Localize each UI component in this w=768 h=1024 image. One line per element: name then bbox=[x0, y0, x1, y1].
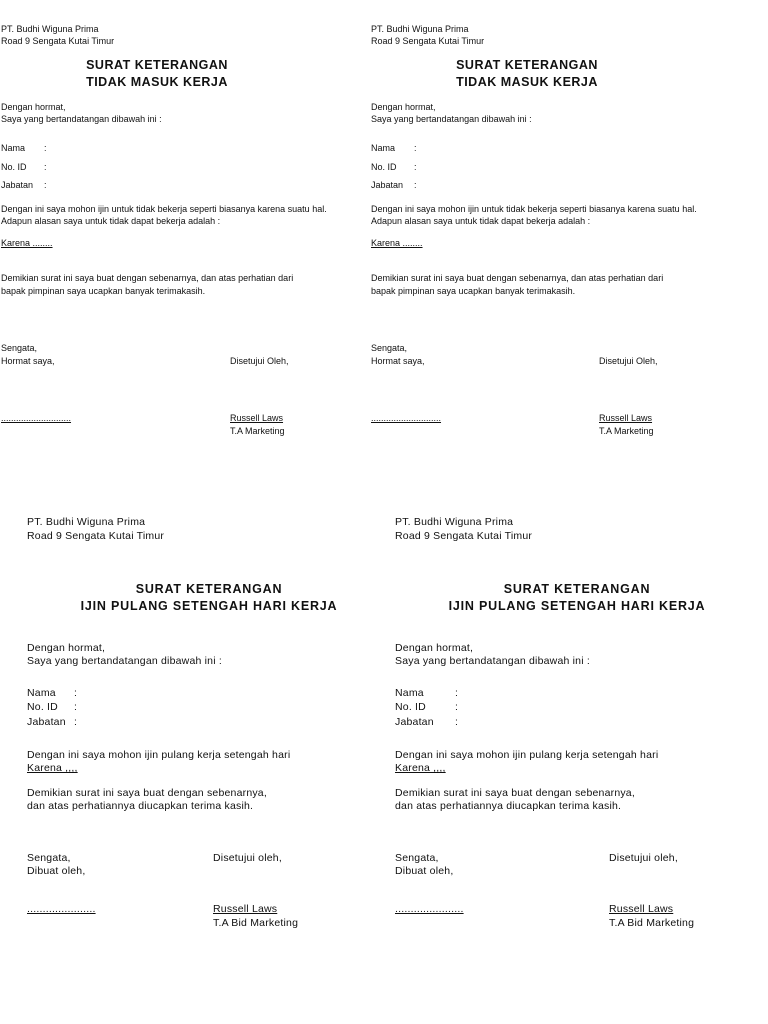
field-position-colon: : bbox=[455, 716, 459, 728]
field-id-colon: : bbox=[414, 162, 417, 172]
approved-by-label: Disetujui Oleh, bbox=[230, 356, 289, 366]
field-position-label: Jabatan bbox=[395, 716, 434, 728]
company-address: Road 9 Sengata Kutai Timur bbox=[27, 530, 165, 542]
signature-line: ............................ bbox=[1, 413, 72, 423]
title-line-2: IJIN PULANG SETENGAH HARI KERJA bbox=[80, 599, 338, 613]
sign-regards: Hormat saya, bbox=[1, 356, 55, 366]
closing-line-1: Demikian surat ini saya buat dengan sebenarnya, bbox=[395, 787, 635, 799]
approver-title: T.A Marketing bbox=[230, 426, 285, 436]
body-line-2: Adapun alasan saya untuk tidak dapat bekerja adalah : bbox=[371, 216, 591, 226]
approver-title: T.A Bid Marketing bbox=[609, 917, 695, 929]
leave-form-top-left bbox=[0, 0, 370, 460]
approver-name: Russell Laws bbox=[599, 413, 653, 423]
field-id-label: No. ID bbox=[371, 162, 397, 172]
company-name: PT. Budhi Wiguna Prima bbox=[27, 516, 146, 528]
body-line-2: Adapun alasan saya untuk tidak dapat bekerja adalah : bbox=[1, 216, 221, 226]
sign-made-by: Dibuat oleh, bbox=[27, 865, 86, 877]
intro-text: Saya yang bertandatangan dibawah ini : bbox=[395, 655, 590, 667]
field-name-colon: : bbox=[414, 143, 417, 153]
closing-line-1: Demikian surat ini saya buat dengan sebenarnya, dan atas perhatian dari bbox=[371, 273, 664, 283]
halfday-form-bottom-right bbox=[368, 500, 768, 940]
field-id-colon: : bbox=[44, 162, 47, 172]
field-name-label: Nama bbox=[371, 143, 396, 153]
intro-text: Saya yang bertandatangan dibawah ini : bbox=[27, 655, 222, 667]
company-address: Road 9 Sengata Kutai Timur bbox=[1, 36, 115, 46]
company-name: PT. Budhi Wiguna Prima bbox=[1, 24, 99, 34]
field-position-label: Jabatan bbox=[27, 716, 66, 728]
approver-name: Russell Laws bbox=[213, 903, 278, 915]
body-line-1: Dengan ini saya mohon ijin pulang kerja setengah hari bbox=[395, 749, 659, 761]
title-line-1: SURAT KETERANGAN bbox=[456, 58, 598, 72]
closing-line-2: bapak pimpinan saya ucapkan banyak terimakasih. bbox=[1, 286, 206, 296]
field-name-colon: : bbox=[44, 143, 47, 153]
company-name: PT. Budhi Wiguna Prima bbox=[371, 24, 469, 34]
reason-text: Karena ........ bbox=[371, 238, 423, 248]
closing-line-2: dan atas perhatiannya diucapkan terima kasih. bbox=[27, 800, 254, 812]
sign-made-by: Dibuat oleh, bbox=[395, 865, 454, 877]
body-line-1: Dengan ini saya mohon ijin untuk tidak bekerja seperti biasanya karena suatu hal. bbox=[1, 204, 327, 214]
title-line-1: SURAT KETERANGAN bbox=[135, 582, 283, 596]
field-position-colon: : bbox=[74, 716, 78, 728]
field-name-label: Nama bbox=[395, 687, 424, 699]
title-line-2: TIDAK MASUK KERJA bbox=[456, 75, 598, 89]
approver-name: Russell Laws bbox=[609, 903, 674, 915]
company-address: Road 9 Sengata Kutai Timur bbox=[395, 530, 533, 542]
field-id-colon: : bbox=[455, 701, 459, 713]
greeting: Dengan hormat, bbox=[395, 642, 474, 654]
field-id-colon: : bbox=[74, 701, 78, 713]
sign-place: Sengata, bbox=[395, 852, 439, 864]
field-id-label: No. ID bbox=[27, 701, 58, 713]
signature-line: ...................... bbox=[395, 903, 464, 915]
company-name: PT. Budhi Wiguna Prima bbox=[395, 516, 514, 528]
leave-form-top-right bbox=[370, 0, 768, 460]
field-name-label: Nama bbox=[27, 687, 56, 699]
approved-by-label: Disetujui oleh, bbox=[609, 852, 678, 864]
approver-title: T.A Marketing bbox=[599, 426, 654, 436]
greeting: Dengan hormat, bbox=[1, 102, 66, 112]
greeting: Dengan hormat, bbox=[27, 642, 106, 654]
field-position-colon: : bbox=[414, 180, 417, 190]
title-line-2: IJIN PULANG SETENGAH HARI KERJA bbox=[448, 599, 706, 613]
field-name-label: Nama bbox=[1, 143, 26, 153]
field-id-label: No. ID bbox=[395, 701, 426, 713]
sign-place: Sengata, bbox=[1, 343, 38, 353]
approver-title: T.A Bid Marketing bbox=[213, 917, 299, 929]
field-position-colon: : bbox=[44, 180, 47, 190]
closing-line-2: dan atas perhatiannya diucapkan terima kasih. bbox=[395, 800, 622, 812]
body-line-1: Dengan ini saya mohon ijin pulang kerja setengah hari bbox=[27, 749, 291, 761]
field-id-label: No. ID bbox=[1, 162, 27, 172]
title-line-1: SURAT KETERANGAN bbox=[86, 58, 228, 72]
sign-place: Sengata, bbox=[371, 343, 408, 353]
greeting: Dengan hormat, bbox=[371, 102, 436, 112]
signature-line: ...................... bbox=[27, 903, 96, 915]
field-name-colon: : bbox=[455, 687, 459, 699]
closing-line-2: bapak pimpinan saya ucapkan banyak terimakasih. bbox=[371, 286, 576, 296]
reason-text: Karena ,,,, bbox=[27, 762, 78, 774]
closing-line-1: Demikian surat ini saya buat dengan sebenarnya, bbox=[27, 787, 267, 799]
intro-text: Saya yang bertandatangan dibawah ini : bbox=[1, 114, 162, 124]
title-line-2: TIDAK MASUK KERJA bbox=[86, 75, 228, 89]
intro-text: Saya yang bertandatangan dibawah ini : bbox=[371, 114, 532, 124]
reason-text: Karena ,,,, bbox=[395, 762, 446, 774]
halfday-form-bottom-left bbox=[0, 500, 370, 940]
body-line-1: Dengan ini saya mohon ijin untuk tidak bekerja seperti biasanya karena suatu hal. bbox=[371, 204, 697, 214]
signature-line: ............................ bbox=[371, 413, 442, 423]
field-name-colon: : bbox=[74, 687, 78, 699]
field-position-label: Jabatan bbox=[1, 180, 34, 190]
reason-text: Karena ........ bbox=[1, 238, 53, 248]
approver-name: Russell Laws bbox=[230, 413, 284, 423]
approved-by-label: Disetujui oleh, bbox=[213, 852, 282, 864]
sign-regards: Hormat saya, bbox=[371, 356, 425, 366]
company-address: Road 9 Sengata Kutai Timur bbox=[371, 36, 485, 46]
approved-by-label: Disetujui Oleh, bbox=[599, 356, 658, 366]
closing-line-1: Demikian surat ini saya buat dengan sebenarnya, dan atas perhatian dari bbox=[1, 273, 294, 283]
sign-place: Sengata, bbox=[27, 852, 71, 864]
field-position-label: Jabatan bbox=[371, 180, 404, 190]
title-line-1: SURAT KETERANGAN bbox=[503, 582, 651, 596]
